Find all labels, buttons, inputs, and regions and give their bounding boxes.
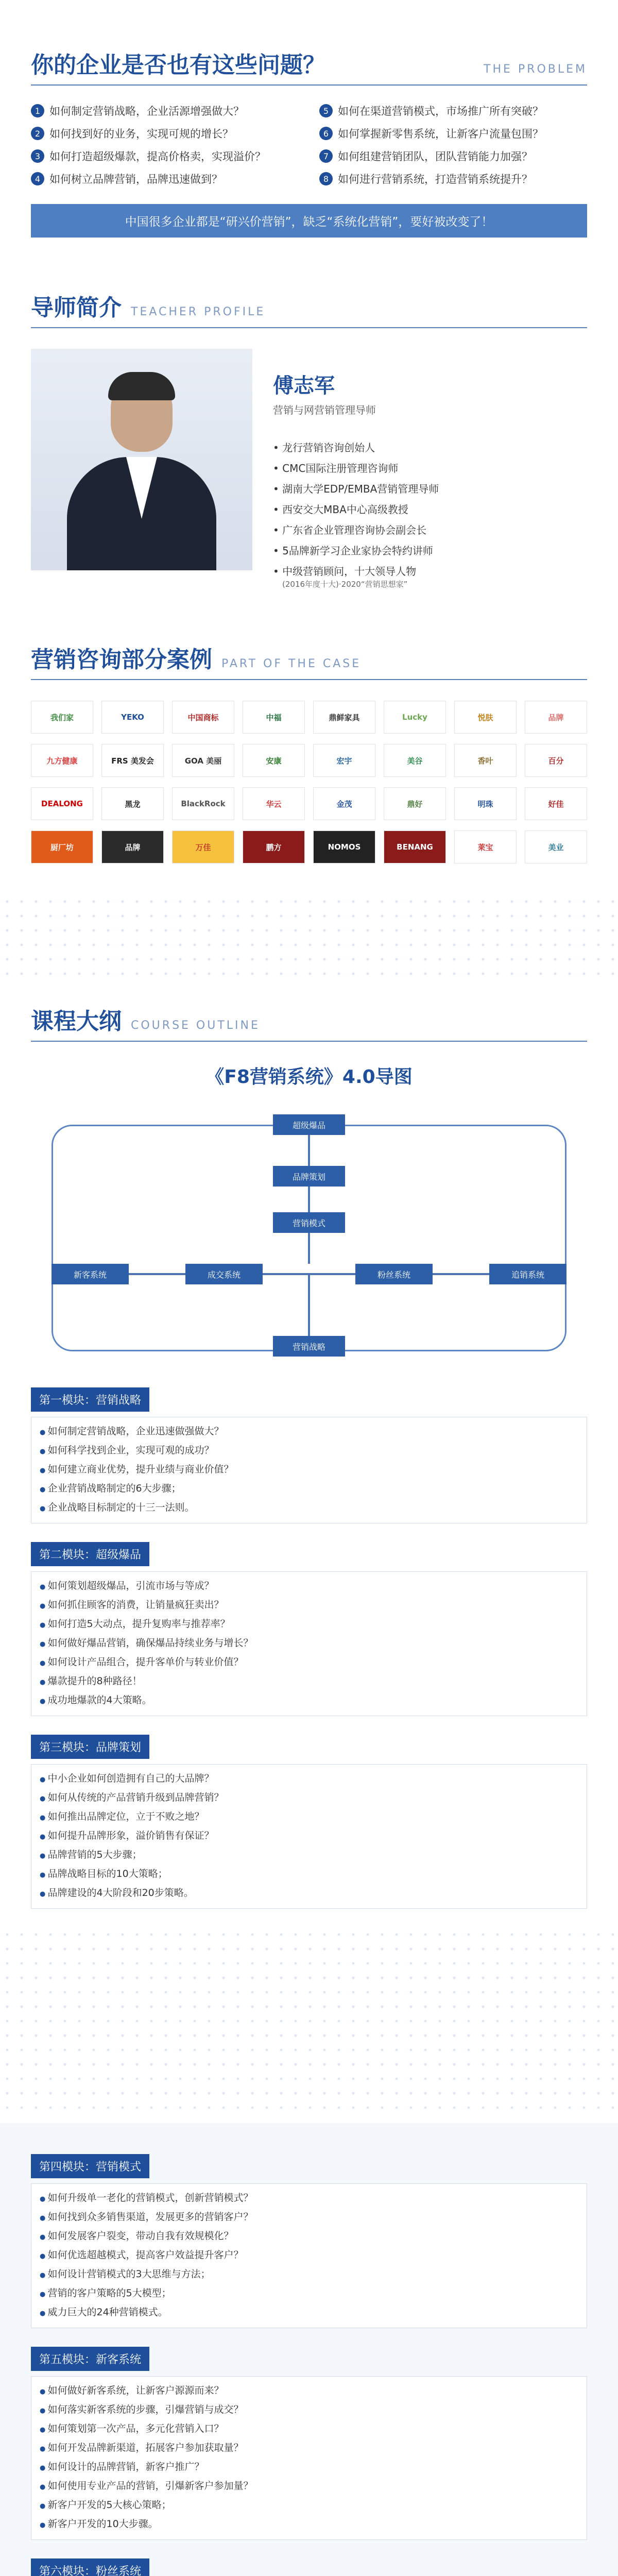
outline-title: 课程大纲 [31, 1008, 122, 1035]
diagram-connector [308, 1135, 310, 1166]
module-item: ● 如何找到众多销售渠道，发展更多的营销客户？ [40, 2208, 578, 2227]
case-logo: 莱宝 [454, 831, 517, 863]
case-logo: 鼎好 [384, 787, 446, 820]
problem-item [319, 126, 587, 141]
problem-banner: 中国很多企业都是“研兴价营销”，缺乏“系统化营销”，要好被改变了！ [31, 204, 587, 238]
teacher-credential: • 中级营销顾问，十大领导人物 [273, 561, 587, 582]
cases-section [0, 589, 618, 863]
problem-number: 3 [31, 149, 44, 163]
case-logo: 鹏方 [243, 831, 305, 863]
module-item: ● 如何发展客户裂变，带动自我有效规模化？ [40, 2227, 578, 2246]
case-logo: 明珠 [454, 787, 517, 820]
problem-item [31, 126, 299, 141]
problem-text: 如何掌握新零售系统，让新客户流量包围？ [338, 128, 543, 140]
teacher-credential: • CMC国际注册管理咨询师 [273, 458, 587, 479]
module-item: ● 如何设计产品组合，提升客单价与转业价值？ [40, 1653, 578, 1672]
teacher-credential: • 西安交大MBA中心高级教授 [273, 499, 587, 520]
cases-header [31, 641, 587, 680]
case-logo: 厨厂坊 [31, 831, 93, 863]
diagram-mid1-box: 品牌策划 [273, 1166, 345, 1187]
teacher-credential: • 龙行营销咨询创始人 [273, 437, 587, 458]
module-title: 第三模块：品牌策划 [31, 1735, 149, 1759]
module-list [31, 1417, 587, 1523]
case-logo: 百分 [525, 744, 587, 777]
diagram-bottom-box: 营销战略 [273, 1336, 345, 1357]
problem-number: 8 [319, 172, 333, 185]
module-block [31, 1735, 587, 1909]
module-item: ● 如何升级单一老化的营销模式，创新营销模式？ [40, 2189, 578, 2208]
problem-text: 如何在渠道营销模式，市场推广所有突破？ [338, 105, 543, 117]
module-list [31, 2183, 587, 2328]
module-item: ● 品牌建设的4大阶段和20步策略。 [40, 1884, 578, 1903]
teacher-credentials [273, 437, 587, 582]
module-item: ● 营销的客户策略的5大模型； [40, 2284, 578, 2303]
module-block [31, 1542, 587, 1716]
module-item: ● 如何设计的品牌营销，新客户推广？ [40, 2458, 578, 2477]
module-item: ● 如何使用专业产品的营销，引爆新客户参加量？ [40, 2477, 578, 2496]
modules-part-2 [0, 2123, 618, 2576]
module-title: 第五模块：新客系统 [31, 2347, 149, 2371]
case-logo: 品牌 [101, 831, 164, 863]
problem-item [31, 171, 299, 187]
case-logo: BlackRock [172, 787, 234, 820]
case-logo: GOA 美丽 [172, 744, 234, 777]
module-item: ● 新客户开发的10大步骤。 [40, 2515, 578, 2534]
module-item: ● 如何落实新客系统的步骤，引爆营销与成交？ [40, 2401, 578, 2420]
outline-header [31, 1003, 587, 1042]
module-item: ● 威力巨大的24种营销模式。 [40, 2303, 578, 2323]
problem-text: 如何组建营销团队，团队营销能力加强？ [338, 150, 533, 163]
diagram-top-box: 超级爆品 [273, 1114, 345, 1135]
module-item: ● 如何做好爆品营销，确保爆品持续业务与增长？ [40, 1634, 578, 1653]
module-item: ● 企业营销战略制定的6大步骤； [40, 1480, 578, 1499]
diagram-mid2-box: 营销模式 [273, 1212, 345, 1233]
problem-text: 如何找到好的业务，实现可规的增长？ [49, 128, 233, 140]
diagram-connector [308, 1233, 310, 1264]
case-logo: 鼎鲜家具 [313, 701, 375, 734]
problem-header [31, 46, 587, 86]
diagram-row-box: 新客系统 [52, 1264, 129, 1284]
problem-number: 6 [319, 127, 333, 140]
case-logo: YEKO [101, 701, 164, 734]
problem-en: THE PROBLEM [484, 63, 587, 76]
case-logo: BENANG [384, 831, 446, 863]
problem-number: 2 [31, 127, 44, 140]
problem-number: 1 [31, 104, 44, 117]
case-logo: 美谷 [384, 744, 446, 777]
case-logo: Lucky [384, 701, 446, 734]
module-title: 第一模块：营销战略 [31, 1387, 149, 1412]
module-item: ● 如何制定营销战略，企业迅速做强做大？ [40, 1422, 578, 1442]
teacher-credential: • 湖南大学EDP/EMBA营销管理导师 [273, 479, 587, 499]
module-item: ● 如何策划第一次产品，多元化营销入口？ [40, 2420, 578, 2439]
case-logo: 安康 [243, 744, 305, 777]
module-title: 第四模块：营销模式 [31, 2154, 149, 2178]
problem-number: 7 [319, 149, 333, 163]
case-logo: 华云 [243, 787, 305, 820]
case-logo: 黑龙 [101, 787, 164, 820]
case-logo: NOMOS [313, 831, 375, 863]
problem-text: 如何进行营销系统，打造营销系统提升？ [338, 173, 533, 185]
module-item: ● 新客户开发的5大核心策略； [40, 2496, 578, 2515]
teacher-info [273, 349, 587, 589]
module-title: 第二模块：超级爆品 [31, 1542, 149, 1566]
case-logo: FRS 美发会 [101, 744, 164, 777]
case-logo: DEALONG [31, 787, 93, 820]
teacher-name: 傅志军 [273, 374, 335, 398]
module-item: ● 如何设计营销模式的3大思维与方法； [40, 2265, 578, 2284]
outline-chart-title: 《F8营销系统》4.0导图 [205, 1066, 413, 1088]
cases-en: PART OF THE CASE [221, 657, 362, 670]
module-item: ● 中小企业如何创造拥有自己的大品牌？ [40, 1770, 578, 1789]
module-list [31, 1764, 587, 1909]
problem-text: 如何制定营销战略，企业活源增强做大？ [49, 105, 244, 117]
diagram-connector [308, 1275, 310, 1337]
problem-section [0, 0, 618, 238]
problem-list [31, 103, 587, 187]
modules-part-1 [31, 1387, 587, 1909]
problem-text: 如何打造超级爆款，提高价格卖，实现溢价？ [49, 150, 266, 163]
module-block [31, 1387, 587, 1523]
module-item: ● 品牌营销的5大步骤； [40, 1846, 578, 1865]
outline-section [0, 992, 618, 1909]
module-block [31, 2558, 587, 2576]
case-logo: 九方健康 [31, 744, 93, 777]
teacher-credential: • 5品牌新学习企业家协会特约讲师 [273, 540, 587, 561]
problem-item [319, 148, 587, 164]
case-logo: 宏宇 [313, 744, 375, 777]
module-item: ● 成功地爆款的4大策略。 [40, 1691, 578, 1710]
module-item: ● 如何优选超越模式，提高客户效益提升客户？ [40, 2246, 578, 2265]
diagram-row-box: 成交系统 [185, 1264, 263, 1284]
teacher-section-en: TEACHER PROFILE [131, 306, 266, 318]
module-item: ● 如何开发品牌新渠道，拓展客户参加获取量？ [40, 2439, 578, 2458]
teacher-role: 营销与网营销管理导师 [273, 404, 376, 416]
teacher-note: (2016年度十大)·2020“营销思想家” [282, 580, 408, 589]
teacher-card [31, 349, 587, 589]
problem-number: 4 [31, 172, 44, 185]
case-logo: 我们家 [31, 701, 93, 734]
module-title: 第六模块：粉丝系统 [31, 2558, 149, 2576]
f8-system-diagram [31, 1104, 587, 1367]
module-item: ● 爆款提升的8种路径！ [40, 1672, 578, 1691]
module-item: ● 如何策划超级爆品，引流市场与等成？ [40, 1577, 578, 1596]
case-logo-grid [31, 701, 587, 863]
module-item: ● 如何抓住顾客的消费，让销量疯狂卖出？ [40, 1596, 578, 1615]
module-item: ● 如何打造5大动点，提升复购率与推荐率？ [40, 1615, 578, 1634]
module-item: ● 如何科学找到企业，实现可观的成功？ [40, 1442, 578, 1461]
problem-item [31, 103, 299, 118]
diagram-connector [308, 1187, 310, 1212]
case-logo: 悦肤 [454, 701, 517, 734]
module-list [31, 1571, 587, 1716]
case-logo: 品牌 [525, 701, 587, 734]
module-block [31, 2154, 587, 2328]
outline-en: COURSE OUTLINE [131, 1019, 260, 1032]
diagram-row-box: 追销系统 [489, 1264, 566, 1284]
teacher-section [0, 238, 618, 589]
module-item: ● 如何推出品牌定位，立于不败之地？ [40, 1808, 578, 1827]
dot-pattern-band [0, 1927, 618, 2113]
problem-item [31, 148, 299, 164]
cases-title: 营销咨询部分案例 [31, 647, 212, 673]
case-logo: 中福 [243, 701, 305, 734]
problem-title: 你的企业是否也有这些问题？ [31, 52, 325, 78]
problem-item [319, 171, 587, 187]
module-item: ● 企业战略目标制定的十三一法则。 [40, 1499, 578, 1518]
module-block [31, 2347, 587, 2540]
module-item: ● 如何做好新客系统，让新客户源源而来？ [40, 2382, 578, 2401]
teacher-photo [31, 349, 252, 570]
teacher-section-title: 导师简介 [31, 295, 122, 321]
module-item: ● 如何提升品牌形象，溢价销售有保证？ [40, 1827, 578, 1846]
diagram-row-box: 粉丝系统 [355, 1264, 433, 1284]
module-list [31, 2376, 587, 2540]
teacher-credential: • 广东省企业管理咨询协会副会长 [273, 520, 587, 540]
module-item: ● 如何从传统的产品营销升级到品牌营销？ [40, 1789, 578, 1808]
problem-item [319, 103, 587, 118]
case-logo: 金茂 [313, 787, 375, 820]
problem-text: 如何树立品牌营销，品牌迅速做到？ [49, 173, 222, 185]
case-logo: 好佳 [525, 787, 587, 820]
teacher-photo-hair [108, 372, 175, 400]
module-item: ● 品牌战略目标的10大策略； [40, 1865, 578, 1884]
module-item: ● 如何建立商业优势，提升业绩与商业价值？ [40, 1461, 578, 1480]
case-logo: 香叶 [454, 744, 517, 777]
case-logo: 中国商标 [172, 701, 234, 734]
case-logo: 万佳 [172, 831, 234, 863]
problem-number: 5 [319, 104, 333, 117]
case-logo: 美业 [525, 831, 587, 863]
teacher-header [31, 289, 587, 328]
dot-pattern-band [0, 894, 618, 982]
